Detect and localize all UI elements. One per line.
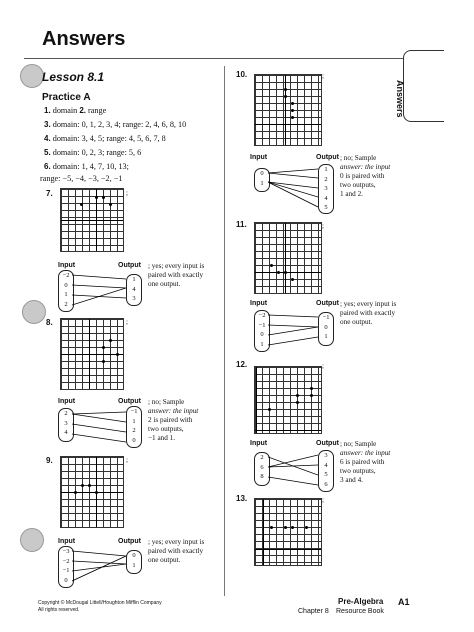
problem-10-answer: ; no; Sample answer: the input 0 is paired with two outputs, 1 and 2. [340, 154, 391, 198]
problem-10-number: 10. [236, 70, 248, 79]
problem-11-output-oval: −1 0 1 [318, 312, 334, 346]
problem-7-point [102, 196, 105, 199]
problem-8-input-oval: 2 3 4 [58, 408, 74, 442]
problem-7-point [109, 203, 112, 206]
column-divider [224, 66, 225, 596]
problem-10-mapping-arrows [268, 164, 318, 212]
problem-9-input-label: Input [58, 538, 76, 545]
problem-8-input-label: Input [58, 398, 76, 405]
problem-7-output-oval: 1 4 3 [126, 274, 142, 306]
problem-9-input-oval: −3 −2 −1 0 [58, 546, 74, 588]
problem-11-number: 11. [236, 220, 247, 229]
answers-tab-label: Answers [395, 80, 405, 118]
problem-7-graph [60, 188, 124, 252]
problem-9-output-oval: 0 1 [126, 550, 142, 574]
answer-item-5: 5. domain: 0, 2, 3; range: 5, 6 [44, 148, 142, 157]
problem-7-output-label: Output [118, 262, 141, 269]
problem-9-answer: ; yes; every input is paired with exactly one output. [148, 538, 205, 564]
problem-11-graph [254, 222, 322, 294]
problem-7-number: 7. [46, 189, 53, 198]
problem-12-answer: ; no; Sample answer: the input 6 is paired with two outputs, 3 and 4. [340, 440, 391, 484]
problem-8-number: 8. [46, 318, 53, 327]
problem-7-point [95, 196, 98, 199]
problem-12-number: 12. [236, 360, 248, 369]
problem-9-output-label: Output [118, 538, 141, 545]
title-rule [24, 58, 428, 59]
problem-9-number: 9. [46, 456, 53, 465]
problem-7-input-label: Input [58, 262, 76, 269]
footer-book-title: Pre-Algebra [338, 597, 384, 606]
problem-12-mapping-arrows [268, 450, 318, 490]
problem-12-input-oval: 2 6 8 [254, 452, 270, 486]
answers-tab [403, 50, 444, 122]
practice-heading: Practice A [42, 92, 91, 103]
footer-page-number: A1 [398, 597, 410, 607]
footer-chapter: Chapter 8 [298, 608, 329, 615]
problem-9-graph [60, 456, 124, 528]
problem-10-output-label: Output [316, 154, 339, 161]
problem-11-mapping-arrows [268, 310, 318, 350]
answer-item-3: 3. domain: 0, 1, 2, 3, 4; range: 2, 4, 6, 8, 10 [44, 120, 187, 129]
problem-12-input-label: Input [250, 440, 268, 447]
problem-7-answer: ; yes; every input is paired with exactly one output. [148, 262, 205, 288]
problem-7-mapping-arrows [72, 270, 126, 310]
copyright: Copyright © McDougal Littell/Houghton Mifflin Company [38, 600, 162, 606]
problem-7-point [80, 203, 83, 206]
lesson-heading: Lesson 8.1 [42, 70, 105, 84]
page-title: Answers [42, 28, 126, 50]
rights-reserved: All rights reserved. [38, 607, 80, 613]
answer-item-6: 6. domain: 1, 4, 7, 10, 13; [44, 162, 129, 171]
problem-11-output-label: Output [316, 300, 339, 307]
problem-8-answer: ; no; Sample answer: the input 2 is paired with two outputs, −1 and 1. [148, 398, 199, 442]
problem-8-mapping-arrows [72, 406, 126, 446]
problem-12-output-oval: 3 4 5 6 [318, 450, 334, 492]
answer-item-6-range: range: −5, −4, −3, −2, −1 [40, 174, 123, 183]
binder-hole-top [20, 64, 44, 88]
problem-13-graph [254, 498, 322, 566]
problem-8-graph [60, 318, 124, 390]
problem-11-input-oval: −2 −1 0 1 [254, 310, 270, 352]
problem-8-output-oval: −1 1 2 0 [126, 406, 142, 448]
problem-8-output-label: Output [118, 398, 141, 405]
footer-resource: Resource Book [336, 608, 384, 615]
problem-11-input-label: Input [250, 300, 268, 307]
answer-item-4: 4. domain: 3, 4, 5; range: 4, 5, 6, 7, 8 [44, 134, 166, 143]
problem-10-graph [254, 74, 322, 146]
problem-13-number: 13. [236, 494, 248, 503]
problem-10-output-oval: 1 2 3 4 5 [318, 164, 334, 214]
problem-12-output-label: Output [316, 440, 339, 447]
problem-12-graph [254, 366, 322, 434]
problem-9-mapping-arrows [72, 546, 126, 586]
problem-11-answer: ; yes; every input is paired with exactly one output. [340, 300, 397, 326]
answer-item-1-2: 1. domain 2. range [44, 106, 107, 115]
binder-hole-middle [22, 300, 46, 324]
binder-hole-bottom [20, 528, 44, 552]
problem-7-input-oval: −2 0 1 2 [58, 270, 74, 312]
problem-10-input-oval: 0 1 [254, 168, 270, 192]
problem-10-input-label: Input [250, 154, 268, 161]
